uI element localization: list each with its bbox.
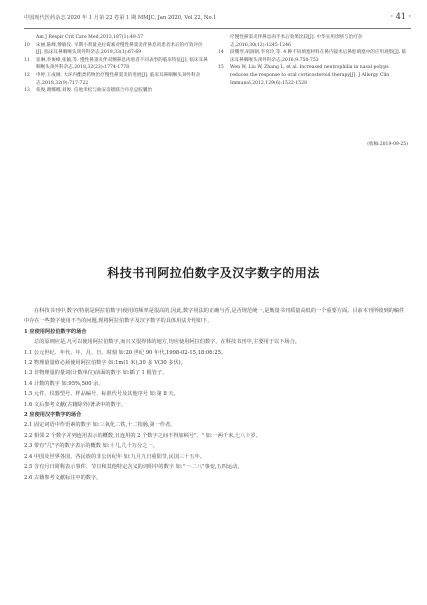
list-item: 2.4 中国及世界各国、各民族的非公历纪年 如:九月九日重阳节,民国三十五年。 [24,453,205,460]
reference-text: 崔琳,李俊峰,张颖,等. 慢性鼻窦炎伴双侧鼻息肉患者不同表型的临床特征[J]. 临床耳鼻咽喉头颈外科杂志,2018,32(23):1774-1778 [36,57,208,71]
list-item: 1.2 物理量量值必须使用阿拉伯数字 如:1m(1 米),30 多 V(30 多伏)。 [24,360,186,367]
list-item: 2.5 含有月日简称表示事件、节日和其他特定含义的词组中的数字 如:"一·二八"事变,五四运动。 [24,464,243,471]
list-item: 1.3 非物理量的量词(计数单位)前面的数字 如:插了 1 根管子。 [24,370,168,377]
running-header [24,14,411,29]
reference-item [24,34,208,42]
list-item: 2.2 相邻 2 个数字并列连用表示的概数,且连用的 2 个数字之间不得加顿号"、" 如:一两千米,七八十岁。 [24,432,261,439]
reference-number: 11 [24,57,30,63]
reference-item [218,64,408,87]
reference-item [24,57,208,72]
article-body [24,306,408,483]
list-item: 2.6 古籍参考文献标注中的数字。 [24,474,102,481]
reference-number [24,34,36,42]
reference-number: 13 [24,88,30,94]
reference-item [218,34,408,49]
reference-text: 疗慢性鼻窦炎伴鼻息肉手术后效果比较[J]. 中华实用诊断与治疗杂志,2016,30(12):1245-1246 [230,35,363,48]
reference-number: 12 [24,72,30,78]
article-title: 科技书刊阿拉伯数字及汉字数字的用法 [107,266,320,280]
reference-text: 申婷,王成刚. 大环内酯类药物治疗慢性鼻窦炎的进展[J]. 临床耳鼻咽喉头颈外科杂志,2018,32(9):717-722 [36,72,201,86]
received-date: (收稿:2019-09-25) [367,142,408,147]
section-intro: 总的原则应是,凡可以使用阿拉伯数字,而且又很得体的地方,均应使用阿拉伯数字。在科技书刊中,主要用于以下场合。 [34,339,300,346]
list-item: 2.1 固定词语中作语素的数字 如:三氧化二铁,十二指肠,第一作者。 [24,422,176,429]
reference-list-left [24,34,208,95]
reference-number [218,34,230,49]
list-item: 2.3 带有"几"字的数字表示的概数 如:十几,几十万分之一。 [24,443,158,450]
reference-text: 宋丽,陈峰,傅敏仪. 早期小剂量克拉霉素对慢性鼻窦炎伴鼻息肉患者术后的疗效评价[J]. 临床耳鼻咽喉头颈外科杂志,2019,33(1):67-69 [36,42,203,56]
reference-text: Am J Respir Crit Care Med,2013,187(1):49-57 [36,35,144,40]
reference-text: Wen W, Liu W, Zhang L, et al. Increased neutrophilia in nasal polyps reduces the response to oral corticosteroid therapy[J]. J Allergy Clin Immunol,2012,129(6):1522-1528 [230,65,390,86]
reference-number: 14 [218,50,224,56]
reference-text: 张俊,谢娜娜,刘俊. 信他米松与曲安奈德联合丹皂总胶囊治 [36,88,153,94]
journal-citation: 中国现代医药杂志 2020 年 1 月第 22 卷第 1 期 MMJC, Jan 2020, Vol 22, No.1 [24,15,217,21]
reference-text: 段慨琴,胡润朝,李育玲,等. 4 种不同填塞材料在鼻内镜术后鼻腔填塞中的应用观察[J]. 临床耳鼻咽喉头颈外科杂志,2016,9:750-753 [230,50,407,63]
reference-list-right [218,34,408,87]
list-item: 1.1 公元世纪、年代、年、月、日、时刻 如:20 世纪 90 年代,1998-02-15,18:06:25。 [24,349,227,356]
reference-item [24,87,208,95]
list-item: 1.6 文后参考文献(古籍除外)著录中的数字。 [24,401,127,408]
intro-paragraph: 在科技书刊中,数字(特别是阿拉伯数字)使用的频率是很高的,因此,数字用法的正确与否,是否规范统一,是衡量书刊质量高低的一个重要方面。目前本刊所收到的稿件中存在一些数字使用不当的问题,现将阿拉伯数字及汉字数字的具体用法介绍如下。 [24,308,405,325]
list-item: 1.5 元件、仪器型号、样品编号、标准代号及其他序号 如:第 8 天。 [24,391,179,398]
reference-item [24,72,208,87]
reference-item [24,42,208,57]
list-item: 1.4 计数的数字 如:95%,500 余。 [24,380,104,387]
reference-item [218,49,408,64]
section-heading: 2 应使用汉字数字的场合 [24,412,82,419]
reference-number: 10 [24,42,30,48]
reference-number: 15 [218,65,224,71]
section-heading: 1 应使用阿拉伯数字的场合 [24,328,87,335]
page-number: · 41 · [390,12,411,21]
